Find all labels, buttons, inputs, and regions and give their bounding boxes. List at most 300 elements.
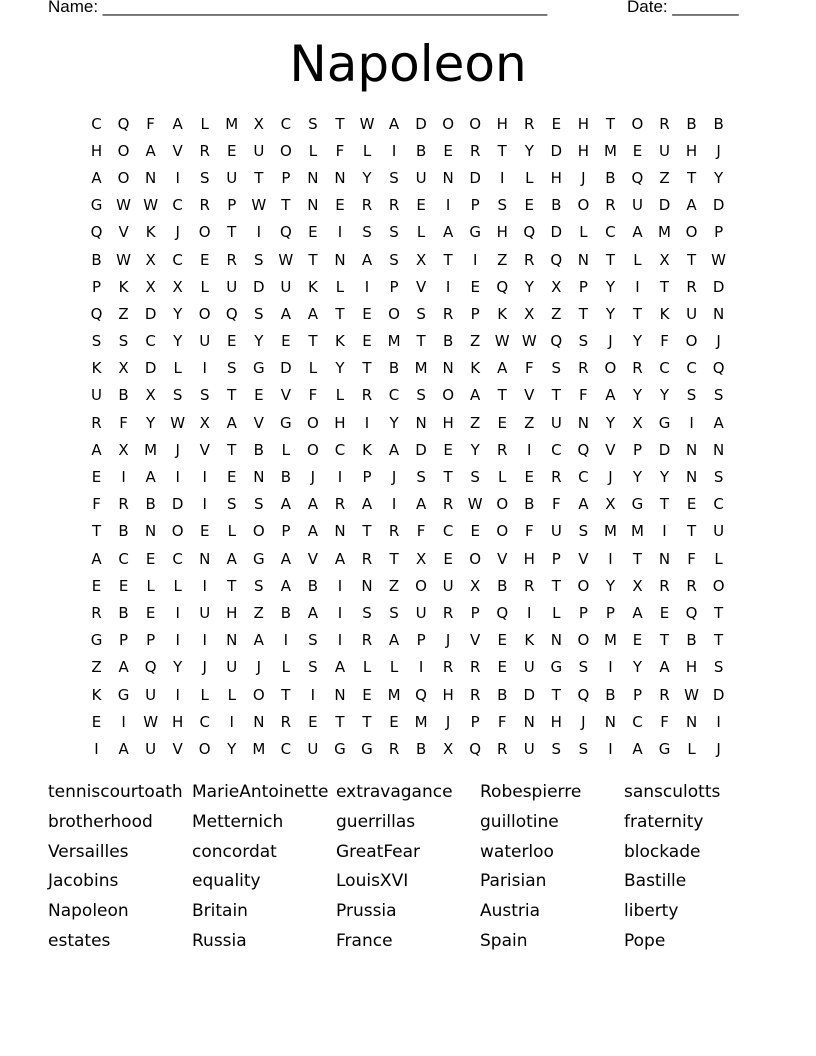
grid-letter: S — [308, 631, 318, 650]
word-list-item: GreatFear — [336, 841, 421, 862]
grid-letter: S — [713, 468, 724, 487]
grid-letter: A — [388, 440, 400, 459]
grid-letter: N — [685, 468, 698, 487]
grid-letter: T — [389, 549, 399, 568]
grid-letter: H — [334, 413, 346, 432]
grid-letter: D — [523, 685, 536, 704]
grid-row — [83, 681, 732, 708]
grid-letter: U — [523, 739, 535, 758]
word-list-item: Pope — [624, 930, 666, 951]
grid-letter: A — [253, 631, 264, 650]
grid-row — [83, 110, 732, 137]
grid-letter: N — [253, 712, 265, 731]
grid-letter: C — [388, 386, 400, 405]
grid-letter: T — [551, 386, 561, 405]
grid-letter: P — [578, 277, 588, 296]
grid-letter: X — [145, 277, 156, 296]
grid-letter: A — [388, 114, 400, 133]
grid-letter: I — [229, 712, 234, 731]
grid-letter: P — [578, 603, 588, 622]
grid-letter: S — [172, 386, 183, 405]
grid-letter: E — [632, 141, 643, 160]
grid-letter: Y — [227, 739, 237, 758]
grid-letter: O — [388, 304, 400, 323]
grid-letter: Q — [496, 603, 509, 622]
grid-letter: B — [280, 468, 291, 487]
grid-letter: B — [415, 141, 427, 160]
grid-letter: I — [310, 685, 316, 704]
grid-letter: J — [716, 739, 721, 758]
grid-letter: Y — [173, 304, 183, 323]
grid-letter: V — [280, 386, 291, 405]
grid-letter: G — [469, 223, 481, 242]
grid-letter: T — [551, 685, 561, 704]
grid-row — [83, 518, 732, 545]
grid-letter: Q — [631, 168, 644, 187]
grid-letter: R — [442, 658, 454, 677]
grid-letter: S — [308, 114, 318, 133]
grid-letter: A — [443, 223, 454, 242]
grid-row — [83, 355, 732, 382]
grid-letter: R — [280, 712, 292, 731]
grid-letter: K — [362, 440, 372, 459]
grid-letter: M — [252, 739, 266, 758]
grid-letter: O — [496, 495, 509, 514]
grid-letter: Z — [91, 658, 102, 677]
grid-letter: W — [143, 196, 159, 215]
grid-letter: R — [469, 141, 481, 160]
grid-letter: U — [550, 522, 562, 541]
grid-letter: N — [334, 250, 346, 269]
grid-letter: S — [416, 468, 426, 487]
grid-letter: N — [712, 440, 725, 459]
word-list-item: Bastille — [624, 871, 687, 892]
grid-letter: R — [361, 386, 373, 405]
grid-letter: C — [686, 359, 697, 378]
grid-letter: Y — [632, 658, 643, 677]
grid-letter: Z — [470, 413, 481, 432]
grid-letter: I — [445, 277, 451, 296]
grid-letter: I — [175, 168, 180, 187]
grid-letter: J — [445, 631, 451, 650]
grid-letter: U — [199, 332, 211, 351]
grid-letter: P — [227, 196, 237, 215]
grid-letter: Y — [659, 468, 670, 487]
grid-letter: X — [442, 739, 454, 758]
grid-letter: R — [605, 196, 616, 215]
grid-letter: S — [686, 386, 697, 405]
grid-letter: N — [577, 250, 589, 269]
word-list-item: Prussia — [336, 901, 397, 922]
grid-letter: E — [362, 685, 372, 704]
grid-letter: N — [712, 304, 725, 323]
grid-letter: C — [578, 468, 589, 487]
grid-letter: T — [254, 168, 264, 187]
grid-letter: D — [712, 685, 725, 704]
word-list-item: Robespierre — [480, 782, 582, 802]
grid-letter: Q — [279, 223, 292, 242]
grid-letter: Y — [254, 332, 264, 351]
grid-letter: O — [577, 576, 590, 595]
grid-letter: W — [467, 495, 483, 514]
grid-letter: E — [470, 277, 480, 296]
grid-letter: X — [118, 440, 129, 459]
grid-letter: N — [145, 522, 157, 541]
grid-letter: C — [172, 196, 183, 215]
grid-letter: Y — [605, 576, 615, 595]
grid-letter: R — [524, 114, 535, 133]
grid-letter: W — [278, 250, 294, 269]
grid-letter: J — [608, 468, 613, 487]
grid-letter: A — [361, 250, 373, 269]
grid-letter: O — [685, 223, 698, 242]
grid-letter: Z — [497, 250, 508, 269]
grid-letter: Z — [118, 304, 129, 323]
grid-letter: T — [308, 250, 318, 269]
grid-letter: R — [361, 631, 373, 650]
grid-letter: K — [118, 277, 129, 296]
grid-letter: I — [121, 712, 126, 731]
grid-letter: C — [442, 522, 454, 541]
grid-letter: P — [632, 440, 642, 459]
grid-row — [83, 219, 732, 246]
grid-letter: J — [256, 658, 262, 677]
grid-letter: F — [119, 413, 128, 432]
grid-letter: J — [202, 658, 207, 677]
grid-letter: Z — [470, 332, 481, 351]
grid-letter: R — [686, 277, 697, 296]
grid-letter: A — [280, 576, 291, 595]
grid-letter: O — [306, 413, 319, 432]
grid-letter: I — [202, 468, 207, 487]
grid-letter: T — [308, 332, 318, 351]
grid-letter: N — [334, 522, 346, 541]
grid-row — [83, 273, 732, 300]
grid-letter: L — [200, 114, 209, 133]
grid-letter: B — [442, 332, 454, 351]
grid-letter: K — [470, 359, 481, 378]
grid-letter: I — [527, 440, 532, 459]
grid-letter: D — [658, 196, 671, 215]
grid-letter: G — [334, 739, 346, 758]
grid-letter: P — [92, 277, 102, 296]
grid-letter: C — [280, 114, 292, 133]
word-list — [48, 778, 768, 957]
grid-letter: P — [362, 468, 372, 487]
grid-letter: E — [659, 603, 670, 622]
grid-letter: S — [713, 386, 724, 405]
grid-letter: R — [388, 739, 400, 758]
grid-letter: L — [335, 386, 345, 405]
grid-letter: H — [442, 413, 454, 432]
grid-letter: R — [524, 250, 535, 269]
grid-letter: H — [496, 223, 508, 242]
grid-letter: I — [337, 223, 343, 242]
grid-letter: U — [199, 603, 211, 622]
grid-letter: F — [146, 114, 155, 133]
grid-letter: S — [362, 603, 372, 622]
grid-letter: I — [202, 631, 207, 650]
grid-letter: E — [227, 468, 237, 487]
grid-letter: H — [90, 141, 103, 160]
grid-letter: S — [389, 223, 399, 242]
grid-letter: P — [281, 522, 291, 541]
grid-letter: T — [605, 114, 615, 133]
grid-letter: I — [418, 658, 424, 677]
grid-row — [83, 545, 732, 572]
grid-letter: O — [685, 332, 698, 351]
grid-letter: H — [577, 141, 589, 160]
name-field-line: Name: _______________________________________________ — [48, 0, 548, 16]
page-title: Napoleon — [289, 35, 527, 93]
grid-letter: M — [603, 631, 617, 650]
grid-letter: B — [91, 250, 102, 269]
grid-letter: A — [91, 440, 102, 459]
grid-letter: N — [577, 413, 589, 432]
grid-letter: I — [391, 141, 397, 160]
grid-letter: Q — [523, 223, 536, 242]
grid-letter: V — [172, 141, 183, 160]
grid-letter: M — [603, 141, 617, 160]
grid-letter: R — [469, 658, 481, 677]
grid-letter: V — [253, 413, 264, 432]
grid-letter: V — [524, 386, 535, 405]
word-list-item: liberty — [624, 901, 679, 922]
grid-letter: G — [550, 658, 563, 677]
grid-letter: H — [442, 685, 454, 704]
grid-letter: F — [524, 359, 534, 378]
grid-letter: E — [254, 386, 264, 405]
grid-letter: L — [200, 685, 209, 704]
grid-letter: N — [658, 549, 671, 568]
grid-letter: X — [145, 386, 156, 405]
grid-letter: N — [334, 685, 346, 704]
grid-letter: L — [389, 658, 399, 677]
grid-letter: C — [713, 495, 724, 514]
grid-letter: I — [635, 277, 640, 296]
grid-letter: J — [391, 468, 397, 487]
grid-letter: R — [199, 196, 210, 215]
grid-letter: E — [443, 549, 453, 568]
grid-letter: V — [415, 277, 427, 296]
grid-letter: I — [608, 658, 613, 677]
grid-letter: X — [632, 413, 643, 432]
grid-letter: R — [388, 522, 400, 541]
grid-letter: F — [552, 495, 561, 514]
grid-letter: T — [686, 522, 697, 541]
grid-letter: X — [659, 250, 670, 269]
grid-letter: A — [91, 549, 102, 568]
grid-letter: E — [308, 712, 318, 731]
grid-letter: A — [118, 658, 129, 677]
grid-letter: H — [226, 603, 238, 622]
grid-letter: O — [171, 522, 184, 541]
grid-letter: C — [172, 549, 183, 568]
grid-letter: E — [632, 631, 643, 650]
grid-row — [83, 382, 732, 409]
grid-letter: E — [335, 196, 345, 215]
grid-letter: U — [415, 168, 427, 187]
grid-letter: H — [172, 712, 184, 731]
grid-letter: U — [226, 658, 238, 677]
word-list-item: extravagance — [336, 782, 453, 802]
grid-row — [83, 328, 732, 355]
grid-letter: R — [91, 603, 102, 622]
grid-letter: D — [550, 223, 563, 242]
grid-letter: N — [415, 413, 427, 432]
grid-letter: J — [608, 332, 613, 351]
grid-letter: O — [279, 141, 292, 160]
grid-letter: T — [632, 549, 643, 568]
grid-letter: I — [337, 631, 343, 650]
grid-letter: S — [470, 468, 480, 487]
grid-letter: S — [254, 576, 264, 595]
grid-letter: D — [144, 304, 157, 323]
grid-letter: O — [252, 522, 265, 541]
grid-letter: A — [118, 739, 129, 758]
word-list-item: Metternich — [192, 811, 284, 832]
grid-letter: L — [525, 168, 534, 187]
grid-row — [83, 409, 732, 436]
grid-letter: L — [308, 141, 318, 160]
grid-letter: L — [281, 658, 291, 677]
grid-letter: T — [335, 712, 345, 731]
grid-letter: A — [334, 658, 346, 677]
grid-letter: Q — [685, 603, 698, 622]
grid-letter: A — [632, 603, 643, 622]
grid-row — [83, 708, 732, 735]
grid-letter: H — [685, 141, 698, 160]
grid-letter: R — [226, 250, 237, 269]
grid-letter: S — [118, 332, 129, 351]
grid-letter: C — [145, 332, 156, 351]
grid-letter: Z — [253, 603, 264, 622]
grid-letter: K — [307, 277, 318, 296]
grid-letter: Y — [632, 332, 643, 351]
grid-letter: G — [361, 739, 373, 758]
grid-letter: T — [335, 114, 345, 133]
grid-letter: Y — [605, 304, 615, 323]
word-list-item: Russia — [192, 930, 247, 951]
grid-letter: N — [442, 168, 454, 187]
grid-letter: A — [91, 168, 102, 187]
grid-letter: O — [631, 114, 644, 133]
grid-letter: X — [524, 304, 535, 323]
grid-letter: Y — [714, 168, 724, 187]
grid-letter: N — [145, 168, 157, 187]
grid-letter: O — [469, 114, 482, 133]
grid-letter: B — [605, 168, 616, 187]
grid-letter: G — [252, 549, 265, 568]
grid-letter: K — [497, 304, 508, 323]
grid-letter: N — [253, 468, 265, 487]
grid-letter: A — [145, 141, 156, 160]
grid-letter: R — [442, 495, 454, 514]
grid-letter: X — [172, 277, 183, 296]
grid-letter: F — [497, 712, 507, 731]
grid-letter: M — [387, 332, 401, 351]
grid-letter: P — [470, 603, 480, 622]
grid-letter: P — [470, 196, 480, 215]
grid-letter: O — [712, 576, 725, 595]
grid-letter: T — [659, 277, 670, 296]
grid-letter: G — [252, 359, 265, 378]
grid-letter: S — [226, 359, 237, 378]
grid-letter: O — [415, 576, 427, 595]
grid-letter: U — [91, 386, 103, 405]
grid-letter: J — [445, 712, 451, 731]
grid-letter: E — [362, 304, 372, 323]
grid-letter: X — [605, 495, 616, 514]
grid-letter: Y — [362, 168, 372, 187]
grid-row — [83, 599, 732, 626]
grid-letter: R — [659, 576, 670, 595]
grid-letter: X — [551, 277, 562, 296]
grid-letter: O — [496, 522, 509, 541]
grid-letter: H — [577, 114, 589, 133]
grid-letter: P — [632, 685, 642, 704]
grid-letter: C — [118, 549, 129, 568]
grid-letter: Y — [605, 413, 615, 432]
grid-row — [83, 192, 732, 219]
grid-letter: I — [364, 413, 370, 432]
grid-letter: S — [254, 304, 264, 323]
grid-letter: N — [334, 168, 346, 187]
grid-letter: X — [145, 250, 156, 269]
grid-letter: T — [227, 386, 237, 405]
grid-letter: S — [497, 196, 507, 215]
grid-letter: Y — [173, 658, 183, 677]
grid-letter: S — [578, 522, 589, 541]
grid-letter: I — [202, 576, 207, 595]
grid-letter: T — [335, 304, 345, 323]
word-list-item: MarieAntoinette — [192, 782, 329, 802]
grid-letter: P — [281, 168, 291, 187]
grid-letter: S — [389, 168, 399, 187]
grid-letter: U — [631, 196, 643, 215]
grid-letter: S — [91, 332, 102, 351]
grid-letter: N — [550, 631, 562, 650]
grid-letter: O — [198, 739, 211, 758]
grid-letter: B — [307, 576, 319, 595]
grid-letter: A — [605, 386, 616, 405]
grid-letter: W — [359, 114, 375, 133]
grid-row — [83, 463, 732, 490]
grid-letter: I — [716, 712, 721, 731]
grid-letter: E — [91, 576, 102, 595]
word-list-item: Parisian — [480, 871, 547, 892]
grid-letter: L — [362, 141, 372, 160]
grid-letter: L — [633, 250, 642, 269]
grid-letter: E — [416, 196, 426, 215]
grid-letter: D — [712, 196, 725, 215]
grid-letter: T — [686, 168, 697, 187]
grid-letter: R — [469, 685, 481, 704]
word-list-item: sansculotts — [624, 782, 721, 802]
grid-letter: A — [497, 359, 508, 378]
grid-letter: P — [551, 549, 561, 568]
grid-letter: T — [659, 495, 670, 514]
grid-letter: T — [551, 576, 561, 595]
grid-row — [83, 246, 732, 273]
grid-letter: O — [442, 386, 455, 405]
grid-letter: P — [389, 277, 399, 296]
grid-letter: S — [551, 359, 562, 378]
grid-letter: M — [658, 223, 671, 242]
grid-letter: F — [335, 141, 345, 160]
grid-letter: U — [253, 141, 265, 160]
grid-letter: S — [362, 223, 372, 242]
